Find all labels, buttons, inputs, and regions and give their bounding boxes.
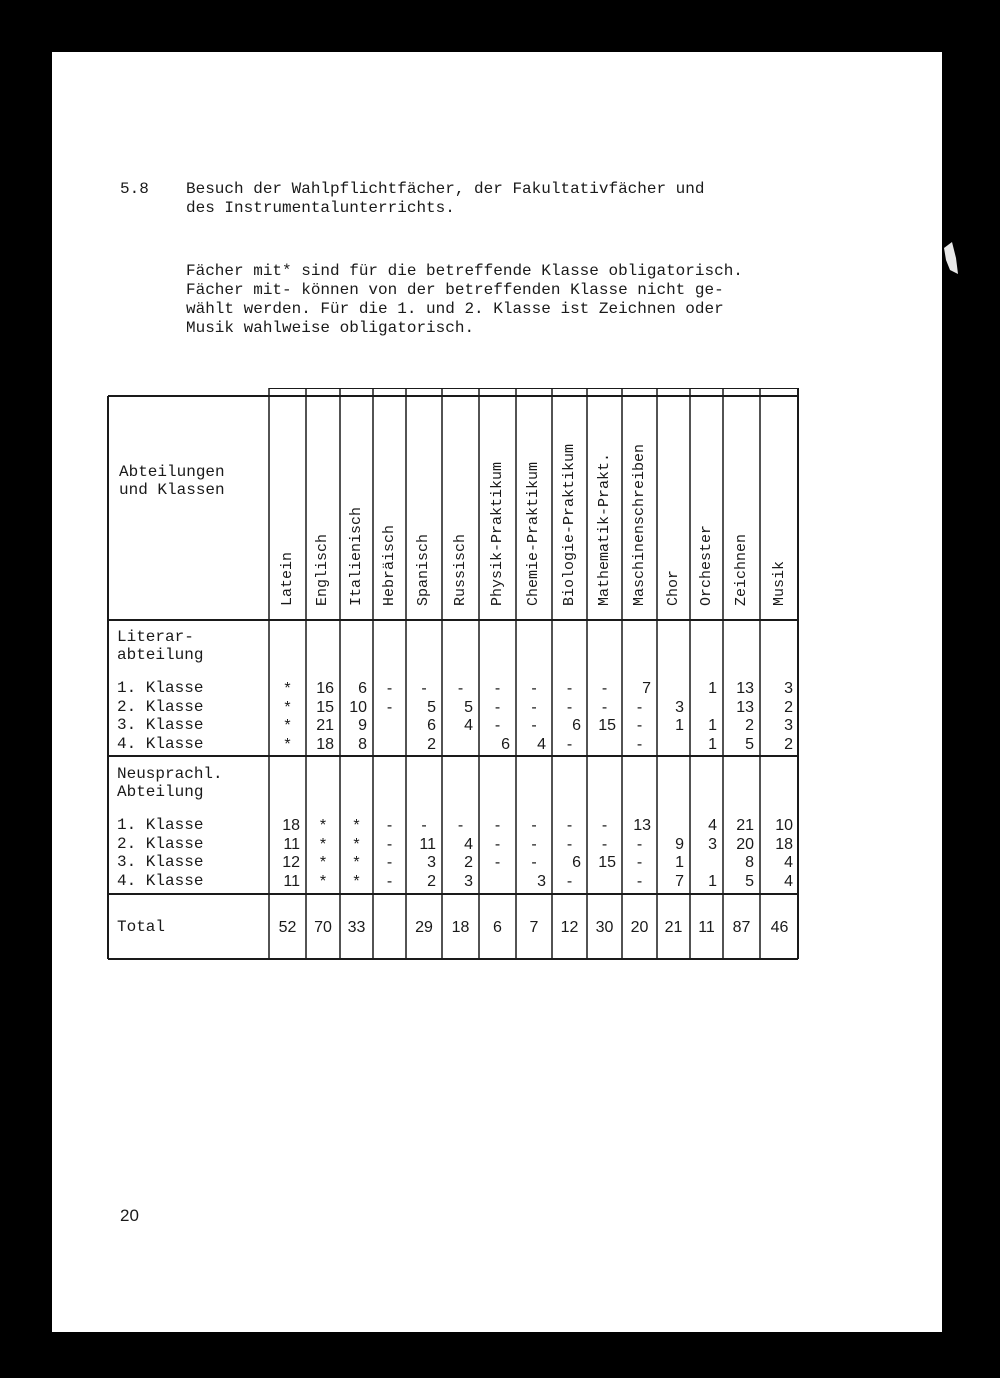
table-cell: 21 xyxy=(736,817,754,834)
table-cell: 4 xyxy=(708,817,717,834)
table-cell: - xyxy=(386,698,393,716)
table-cell: - xyxy=(531,698,537,716)
column-header: Hebräisch xyxy=(380,524,398,606)
column-header: Chemie-Praktikum xyxy=(525,461,542,606)
header-label-line: und Klassen xyxy=(119,481,225,499)
column-header: Physik-Praktikum xyxy=(488,461,506,606)
table-cell: 6 xyxy=(572,717,581,734)
table-cell: - xyxy=(494,680,501,697)
table-cell: 18 xyxy=(775,835,793,853)
table-cell: - xyxy=(421,817,427,834)
column-header: Italienisch xyxy=(347,506,365,606)
table-cell: 2 xyxy=(784,698,793,716)
table-cell: 3 xyxy=(464,872,473,890)
table-cell: 8 xyxy=(358,735,367,753)
table-cell: - xyxy=(566,817,573,834)
table-cell: - xyxy=(636,854,643,871)
table-cell: - xyxy=(494,854,501,871)
column-header: Biologie-Praktikum xyxy=(560,443,578,606)
table-cell: - xyxy=(531,717,537,734)
section-label: Literar- abteilung xyxy=(117,628,204,664)
table-cell: 3 xyxy=(537,872,546,890)
table-cell: - xyxy=(566,680,573,697)
column-header: Russisch xyxy=(451,533,469,606)
table-cell: * xyxy=(319,817,327,834)
table-cell: * xyxy=(284,735,291,753)
table-cell: - xyxy=(386,817,393,834)
table-cell: - xyxy=(566,735,573,753)
section-number: 5.8 xyxy=(120,180,149,198)
table-cell: 3 xyxy=(708,835,717,853)
table-cell: 6 xyxy=(358,680,367,697)
column-header: Latein xyxy=(278,551,296,606)
table-cell: 2 xyxy=(427,872,436,890)
table-cell: 5 xyxy=(745,872,754,890)
table-cell: - xyxy=(531,817,537,834)
total-cell: 7 xyxy=(529,919,539,936)
table-cell: 2 xyxy=(427,735,436,753)
table-cell: 10 xyxy=(349,698,367,716)
column-header: Englisch xyxy=(314,533,331,606)
total-cell: 20 xyxy=(630,919,649,936)
table-cell: * xyxy=(284,698,291,716)
table-cell: * xyxy=(353,854,360,871)
table-cell: 1 xyxy=(675,854,684,871)
page-number: 20 xyxy=(120,1206,139,1225)
table-cell: - xyxy=(531,854,537,871)
table-cell: 11 xyxy=(419,835,436,853)
table-cell: * xyxy=(353,835,360,853)
section-label: Neusprachl. Abteilung xyxy=(117,765,223,801)
row-label: 4. Klasse xyxy=(117,871,204,890)
table-cell: - xyxy=(494,698,501,716)
table-cell: - xyxy=(494,835,501,853)
total-cell: 12 xyxy=(560,919,579,936)
table-cell: 10 xyxy=(775,817,793,834)
scan-artifact xyxy=(942,240,960,280)
table-cell: 9 xyxy=(358,717,367,734)
table-cell: - xyxy=(386,872,393,890)
total-cell: 11 xyxy=(698,919,715,936)
table-cell: 1 xyxy=(708,680,717,697)
table-cell: - xyxy=(457,680,464,697)
table-cell: 5 xyxy=(745,735,754,753)
total-cell: 30 xyxy=(595,919,614,936)
header-label xyxy=(119,463,225,499)
table-cell: 20 xyxy=(736,835,754,853)
table-cell: 2 xyxy=(784,735,793,753)
table-cell: 6 xyxy=(427,717,436,734)
enrollment-table xyxy=(107,388,799,960)
table-cell: - xyxy=(457,817,464,834)
total-cell: 87 xyxy=(732,919,751,936)
table-cell: - xyxy=(421,680,427,697)
table-cell: 4 xyxy=(537,735,546,753)
table-cell: 18 xyxy=(282,817,300,834)
table-cell: 3 xyxy=(675,698,684,716)
table-cell: * xyxy=(319,835,327,853)
table-cell: 15 xyxy=(598,717,616,734)
table-cell: 11 xyxy=(283,835,300,853)
table-cell: - xyxy=(636,835,643,853)
row-label: 1. Klasse xyxy=(117,816,204,834)
table-cell: 21 xyxy=(316,717,334,734)
table-cell: - xyxy=(601,680,608,697)
table-cell: 4 xyxy=(784,854,793,871)
table-cell: 5 xyxy=(427,698,436,716)
table-cell: - xyxy=(566,835,573,853)
table-cell: - xyxy=(601,817,608,834)
table-cell: 1 xyxy=(708,735,717,753)
note-line: Musik wahlweise obligatorisch. xyxy=(186,319,475,337)
table-cell: 5 xyxy=(464,698,473,716)
table-cell: - xyxy=(636,735,643,753)
total-cell: 33 xyxy=(347,919,366,936)
table-cell: - xyxy=(386,835,393,853)
total-cell: 70 xyxy=(314,919,332,936)
table-cell: - xyxy=(566,872,573,890)
table-cell: - xyxy=(566,698,573,716)
table-cell: * xyxy=(284,680,291,697)
total-cell: 6 xyxy=(493,919,502,936)
table-cell: 6 xyxy=(572,854,581,871)
note-line: Fächer mit- können von der betreffenden Klasse nicht ge- xyxy=(186,281,724,299)
table-cell: 16 xyxy=(316,680,334,697)
note-line: Fächer mit* sind für die betreffende Klasse obligatorisch. xyxy=(186,262,743,280)
table-cell: * xyxy=(353,817,360,834)
row-label: 3. Klasse xyxy=(117,853,204,871)
column-header: Chor xyxy=(664,569,682,606)
row-label: 3. Klasse xyxy=(117,716,204,734)
table-cell: 2 xyxy=(745,717,754,734)
total-cell: 46 xyxy=(770,919,789,936)
table-cell: - xyxy=(636,872,643,890)
row-label: Total xyxy=(117,918,166,936)
row-label: 1. Klasse xyxy=(117,679,204,697)
table-cell: 4 xyxy=(784,872,793,890)
table-cell: 6 xyxy=(501,735,510,753)
explanatory-note xyxy=(186,262,743,338)
table-cell: 13 xyxy=(633,817,651,834)
table-cell: - xyxy=(386,854,393,871)
column-header: Orchester xyxy=(697,524,715,606)
table-cell: * xyxy=(353,872,360,890)
table-cell: 12 xyxy=(282,854,300,871)
column-header: Maschinenschreiben xyxy=(630,443,648,606)
column-header: Spanisch xyxy=(415,533,432,606)
table-cell: - xyxy=(601,835,608,853)
note-line: wählt werden. Für die 1. und 2. Klasse ist Zeichnen oder xyxy=(186,300,724,318)
table-cell: - xyxy=(494,717,501,734)
table-cell: 7 xyxy=(642,680,651,697)
table-cell: * xyxy=(284,717,291,734)
table-cell: - xyxy=(531,680,537,697)
total-cell: 52 xyxy=(278,919,297,936)
total-cell: 21 xyxy=(664,919,683,936)
table-cell: * xyxy=(319,872,327,890)
table-cell: - xyxy=(601,698,608,716)
table-cell: * xyxy=(319,854,327,871)
table-cell: 2 xyxy=(464,854,473,871)
table-cell: - xyxy=(531,835,537,853)
section-title xyxy=(186,180,704,218)
table-cell: 8 xyxy=(745,854,754,871)
section-title-line: Besuch der Wahlpflichtfächer, der Fakultativfächer und xyxy=(186,180,705,198)
section-title-line: des Instrumentalunterrichts. xyxy=(186,199,455,217)
row-label: 2. Klasse xyxy=(117,834,204,853)
table-cell: - xyxy=(636,717,643,734)
table-cell: 7 xyxy=(675,872,684,890)
table-cell: 15 xyxy=(598,854,616,871)
table-cell: 13 xyxy=(736,680,754,697)
column-header: Musik xyxy=(770,560,788,606)
table-cell: 13 xyxy=(736,698,754,716)
table-cell: 4 xyxy=(464,717,473,734)
column-header: Mathematik-Prakt. xyxy=(595,452,613,606)
table-cell: 11 xyxy=(283,872,300,890)
table-cell: 1 xyxy=(708,717,717,734)
table-cell: - xyxy=(494,817,501,834)
table-cell: - xyxy=(636,698,643,716)
row-label: 4. Klasse xyxy=(117,734,204,753)
total-cell: 18 xyxy=(451,919,470,936)
table-cell: 18 xyxy=(316,735,334,753)
total-cell: 29 xyxy=(415,919,433,936)
table-cell: 3 xyxy=(784,717,793,734)
table-cell: 3 xyxy=(427,854,436,871)
table-cell: 9 xyxy=(675,835,684,853)
table-cell: 1 xyxy=(708,872,717,890)
header-label-line: Abteilungen xyxy=(119,463,225,481)
column-header: Zeichnen xyxy=(732,533,750,606)
table-cell: 3 xyxy=(784,680,793,697)
table-cell: 4 xyxy=(464,835,473,853)
table-cell: - xyxy=(386,680,393,697)
table-cell: 1 xyxy=(675,717,684,734)
row-label: 2. Klasse xyxy=(117,697,204,716)
table-cell: 15 xyxy=(316,698,334,716)
